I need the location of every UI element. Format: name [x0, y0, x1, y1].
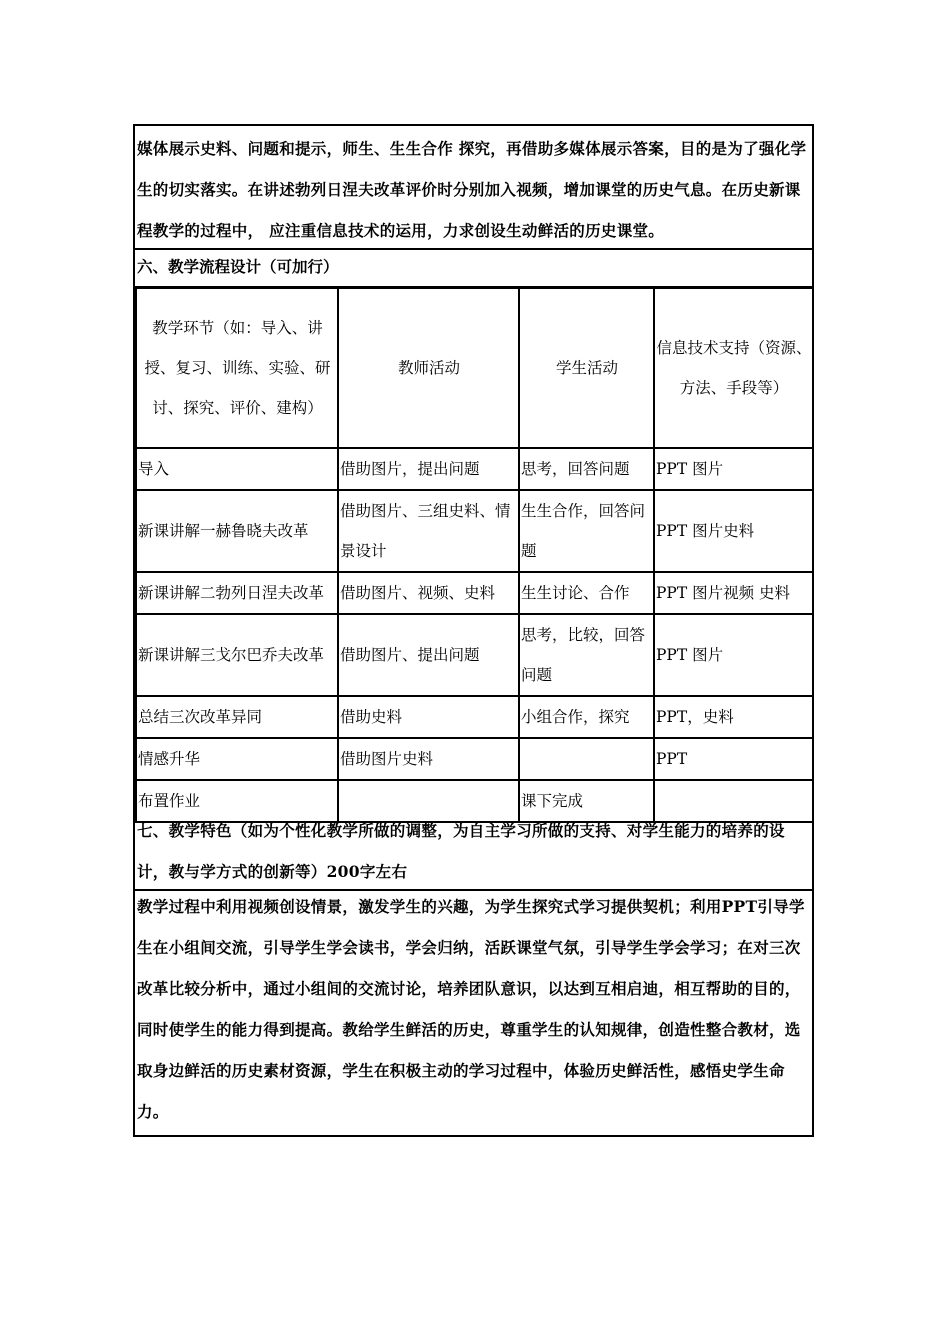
table-row: [136, 738, 813, 780]
table-header-row: [136, 288, 813, 448]
section6-heading: 六、教学流程设计（可加行）: [137, 257, 339, 276]
cell-stage: 布置作业: [136, 780, 338, 822]
cell-student: [519, 738, 654, 780]
header-tech: 信息技术支持（资源、方法、手段等）: [654, 288, 813, 448]
header-teacher: 教师活动: [338, 288, 519, 448]
cell-tech: PPT 图片史料: [654, 490, 813, 572]
cell-teacher: 借助图片史料: [338, 738, 519, 780]
cell-student: 生生合作，回答问题: [519, 490, 654, 572]
cell-student: 生生讨论、合作: [519, 572, 654, 614]
lesson-plan-frame: [133, 124, 814, 1137]
cell-teacher: 借助史料: [338, 696, 519, 738]
cell-teacher: 借助图片、提出问题: [338, 614, 519, 696]
cell-stage: 情感升华: [136, 738, 338, 780]
section7-body: 教学过程中利用视频创设情景，激发学生的兴趣，为学生探究式学习提供契机；利用PPT引导学生在小组间交流，引导学生学会读书，学会归纳，活跃课堂气氛，引导学生学会学习；在对三次改革比较分析中，通过小组间的交流讨论，培养团队意识，以达到互相启迪，相互帮助的目的，同时使学生的能力得到提高。教给学生鲜活的历史，尊重学生的认知规律，创造性整合教材，选取身边鲜活的历史素材资源，学生在积极主动的学习过程中，体验历史鲜活性，感悟史学生命力。: [137, 897, 805, 1121]
cell-tech: PPT 图片视频 史料: [654, 572, 813, 614]
cell-tech: PPT，史料: [654, 696, 813, 738]
cell-stage: 新课讲解一赫鲁晓夫改革: [136, 490, 338, 572]
table-row: [136, 490, 813, 572]
table-row: [136, 614, 813, 696]
intro-paragraph: 媒体展示史料、问题和提示，师生、生生合作 探究，再借助多媒体展示答案，目的是为了强化学生的切实落实。在讲述勃列日涅夫改革评价时分别加入视频，增加课堂的历史气息。在历史新课程教学的过程中， 应注重信息技术的运用，力求创设生动鲜活的历史课堂。: [137, 139, 807, 240]
cell-student: 思考，回答问题: [519, 448, 654, 490]
table-row: [136, 448, 813, 490]
cell-student: 课下完成: [519, 780, 654, 822]
cell-tech: PPT 图片: [654, 448, 813, 490]
cell-stage: 总结三次改革异同: [136, 696, 338, 738]
teaching-flow-table: [135, 287, 814, 823]
section7-heading: 七、教学特色（如为个性化教学所做的调整，为自主学习所做的支持、对学生能力的培养的设计，教与学方式的创新等）200字左右: [137, 821, 785, 881]
table-row: [136, 572, 813, 614]
cell-teacher: 借助图片、三组史料、情景设计: [338, 490, 519, 572]
header-student: 学生活动: [519, 288, 654, 448]
cell-stage: 导入: [136, 448, 338, 490]
cell-stage: 新课讲解三戈尔巴乔夫改革: [136, 614, 338, 696]
cell-stage: 新课讲解二勃列日涅夫改革: [136, 572, 338, 614]
table-row: [136, 696, 813, 738]
cell-student: 小组合作，探究: [519, 696, 654, 738]
header-stage: 教学环节（如：导入、讲授、复习、训练、实验、研讨、探究、评价、建构）: [136, 288, 338, 448]
cell-teacher: 借助图片、视频、史料: [338, 572, 519, 614]
cell-tech: PPT 图片: [654, 614, 813, 696]
cell-tech: PPT: [654, 738, 813, 780]
cell-teacher: 借助图片，提出问题: [338, 448, 519, 490]
cell-student: 思考，比较，回答问题: [519, 614, 654, 696]
